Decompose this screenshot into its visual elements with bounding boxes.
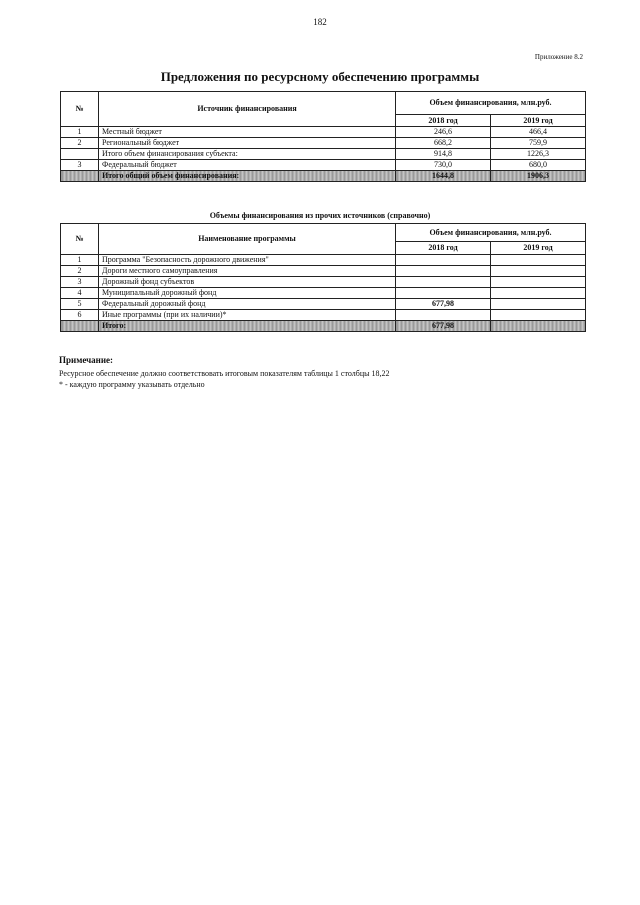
row-name: Муниципальный дорожный фонд xyxy=(99,288,396,299)
header-year-2018: 2018 год xyxy=(396,242,491,255)
row-name: Иные программы (при их наличии)* xyxy=(99,310,396,321)
header-year-2018: 2018 год xyxy=(396,115,491,127)
row-value-2019: 466,4 xyxy=(491,127,586,138)
document-title: Предложения по ресурсному обеспечению программы xyxy=(160,69,480,84)
financing-sources-table xyxy=(60,91,586,182)
note-line: Ресурсное обеспечение должно соответствовать итоговым показателям таблицы 1 столбцы 18,22 xyxy=(59,369,390,378)
table-row xyxy=(61,160,586,171)
row-num: 2 xyxy=(61,138,99,149)
row-value-2018 xyxy=(396,277,491,288)
row-value-2018: 914,8 xyxy=(396,149,491,160)
row-value-2019 xyxy=(491,288,586,299)
table-row xyxy=(61,288,586,299)
row-num xyxy=(61,149,99,160)
row-value-2019 xyxy=(491,299,586,310)
header-volume: Объем финансирования, млн.руб. xyxy=(396,92,586,115)
row-name: Федеральный бюджет xyxy=(99,160,396,171)
row-num: 3 xyxy=(61,160,99,171)
table-row xyxy=(61,299,586,310)
row-num xyxy=(61,321,99,332)
header-num: № xyxy=(61,224,99,255)
table-header-row xyxy=(61,92,586,115)
header-volume: Объем финансирования, млн.руб. xyxy=(396,224,586,242)
other-sources-table xyxy=(60,223,586,332)
row-name: Местный бюджет xyxy=(99,127,396,138)
row-value-2019 xyxy=(491,310,586,321)
subtotal-row xyxy=(61,149,586,160)
row-value-2018: 668,2 xyxy=(396,138,491,149)
header-year-2019: 2019 год xyxy=(491,115,586,127)
row-value-2018 xyxy=(396,310,491,321)
row-name: Региональный бюджет xyxy=(99,138,396,149)
row-value-2019: 1906,3 xyxy=(491,171,586,182)
row-name: Федеральный дорожный фонд xyxy=(99,299,396,310)
row-value-2019 xyxy=(491,266,586,277)
row-name: Итого объем финансирования субъекта: xyxy=(99,149,396,160)
row-value-2018: 730,0 xyxy=(396,160,491,171)
row-value-2019 xyxy=(491,321,586,332)
row-num: 5 xyxy=(61,299,99,310)
row-value-2018: 677,98 xyxy=(396,299,491,310)
appendix-label: Приложение 8.2 xyxy=(534,53,583,61)
note-line: * - каждую программу указывать отдельно xyxy=(59,380,205,389)
row-num: 1 xyxy=(61,127,99,138)
row-value-2018 xyxy=(396,288,491,299)
total-row xyxy=(61,321,586,332)
header-year-2019: 2019 год xyxy=(491,242,586,255)
row-value-2019 xyxy=(491,277,586,288)
row-name: Итого: xyxy=(99,321,396,332)
row-num xyxy=(61,171,99,182)
row-value-2018: 246,6 xyxy=(396,127,491,138)
table-row xyxy=(61,255,586,266)
row-value-2019: 680,0 xyxy=(491,160,586,171)
row-num: 6 xyxy=(61,310,99,321)
other-sources-subtitle: Объемы финансирования из прочих источников (справочно) xyxy=(209,211,431,220)
row-value-2018: 677,98 xyxy=(396,321,491,332)
row-value-2018 xyxy=(396,255,491,266)
table-row xyxy=(61,310,586,321)
row-name: Программа "Безопасность дорожного движения" xyxy=(99,255,396,266)
header-source: Источник финансирования xyxy=(99,92,396,127)
row-name: Дорожный фонд субъектов xyxy=(99,277,396,288)
table-header-row xyxy=(61,224,586,242)
row-num: 1 xyxy=(61,255,99,266)
row-value-2018: 1644,8 xyxy=(396,171,491,182)
header-num: № xyxy=(61,92,99,127)
total-row xyxy=(61,171,586,182)
row-value-2019: 1226,3 xyxy=(491,149,586,160)
table-row xyxy=(61,277,586,288)
row-value-2018 xyxy=(396,266,491,277)
header-program: Наименование программы xyxy=(99,224,396,255)
table-row xyxy=(61,266,586,277)
row-num: 2 xyxy=(61,266,99,277)
note-title: Примечание: xyxy=(59,355,114,365)
page-number: 182 xyxy=(313,17,327,27)
row-name: Дороги местного самоуправления xyxy=(99,266,396,277)
table-row xyxy=(61,138,586,149)
row-num: 3 xyxy=(61,277,99,288)
row-value-2019 xyxy=(491,255,586,266)
row-num: 4 xyxy=(61,288,99,299)
row-name: Итого общий объем финансирования: xyxy=(99,171,396,182)
table-row xyxy=(61,127,586,138)
row-value-2019: 759,9 xyxy=(491,138,586,149)
